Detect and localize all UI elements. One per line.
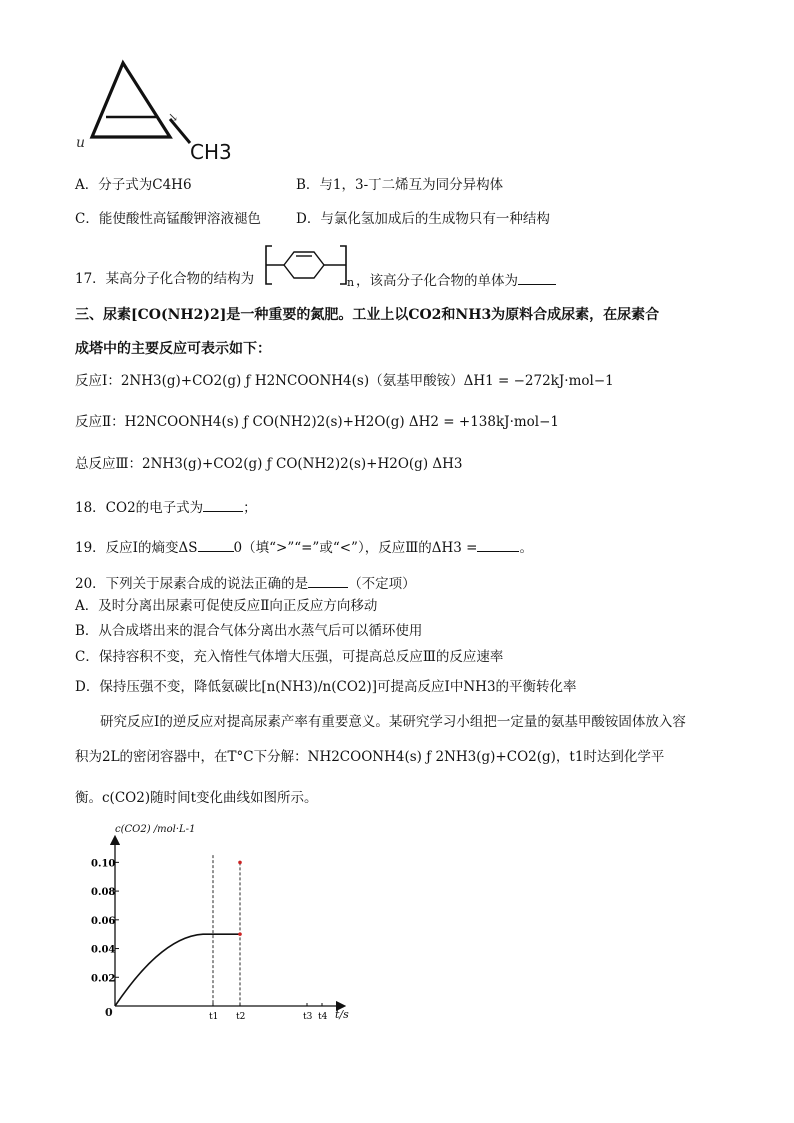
origin-label: 0 (105, 1006, 113, 1019)
section3-line1: 三、尿素[CO(NH2)2]是一种重要的氮肥。工业上以CO2和NH3为原料合成尿素，在尿素合 (75, 307, 660, 323)
paragraph-line1: 研究反应Ⅰ的逆反应对提高尿素产率有重要意义。某研究学习小组把一定量的氨基甲酸铵固体放入容 (100, 714, 686, 730)
handwritten-u: u (76, 135, 86, 151)
q20-option-b: B．从合成塔出来的混合气体分离出水蒸气后可以循环使用 (75, 623, 423, 639)
x-tick-label: t4 (318, 1012, 328, 1022)
reaction-1: 反应Ⅰ：2NH3(g)+CO2(g) ƒ H2NCOONH4(s)（氨基甲酸铵）ΔH1 = −272kJ·mol−1 (75, 373, 614, 389)
q16-option-c: C．能使酸性高锰酸钾溶液褪色 (75, 211, 261, 227)
t2-equilibrium-marker (238, 932, 242, 936)
x-tick-label: t1 (209, 1012, 219, 1022)
q20-option-c: C．保持容积不变，充入惰性气体增大压强，可提高总反应Ⅲ的反应速率 (75, 649, 504, 665)
q17-text: 17．某高分子化合物的结构为 (75, 271, 255, 287)
methylcyclopropene-structure (70, 55, 260, 165)
q18: 18．CO2的电子式为 ； (75, 497, 257, 517)
reaction-2: 反应Ⅱ：H2NCOONH4(s) ƒ CO(NH2)2(s)+H2O(g) ΔH2 = +138kJ·mol−1 (75, 414, 560, 430)
y-tick-label: 0.06 (91, 915, 116, 927)
q20-stem: 20．下列关于尿素合成的说法正确的是 （不定项） (75, 573, 416, 593)
q20-option-d: D．保持压强不变，降低氨碳比[n(NH3)/n(CO2)]可提高反应Ⅰ中NH3的平衡转化率 (75, 679, 577, 695)
q16-option-a: A．分子式为C4H6 (75, 177, 192, 193)
t2-top-marker (238, 861, 242, 865)
polymer-n: n (347, 276, 355, 289)
q17-tail: ，该高分子化合物的单体为 (356, 270, 556, 290)
q19: 19．反应Ⅰ的熵变ΔS 0（填“>”“=”或“<”），反应Ⅲ的ΔH3 = 。 (75, 537, 533, 557)
y-tick-label: 0.08 (91, 887, 116, 899)
x-axis-label: t/s (335, 1008, 349, 1021)
x-tick-label: t3 (303, 1012, 313, 1022)
co2-curve (115, 934, 240, 1006)
y-axis-label: c(CO2) /mol·L-1 (115, 824, 196, 835)
paragraph-line3: 衡。c(CO2)随时间t变化曲线如图所示。 (75, 790, 318, 806)
ring-triangle (92, 63, 170, 137)
y-tick-label: 0.04 (91, 944, 116, 956)
q16-option-d: D．与氯化氢加成后的生成物只有一种结构 (296, 211, 550, 227)
q20-option-a: A．及时分离出尿素可促使反应Ⅱ向正反应方向移动 (75, 598, 378, 614)
q16-option-b: B．与1，3-丁二烯互为同分异构体 (296, 177, 504, 193)
reaction-3: 总反应Ⅲ：2NH3(g)+CO2(g) ƒ CO(NH2)2(s)+H2O(g) ΔH3 (75, 456, 463, 472)
section3-line2: 成塔中的主要反应可表示如下： (75, 341, 271, 357)
y-tick-label: 0.02 (91, 973, 116, 985)
ch3-label: CH3 (190, 140, 232, 164)
polymer-structure (262, 240, 355, 290)
x-tick-label: t2 (236, 1012, 246, 1022)
handwritten-mark: ↘ (168, 110, 179, 124)
y-tick-label: 0.10 (91, 858, 116, 870)
co2-concentration-chart (85, 818, 375, 1033)
paragraph-line2: 积为2L的密闭容器中，在T°C下分解：NH2COONH4(s) ƒ 2NH3(g)+CO2(g)，t1时达到化学平 (75, 749, 665, 765)
